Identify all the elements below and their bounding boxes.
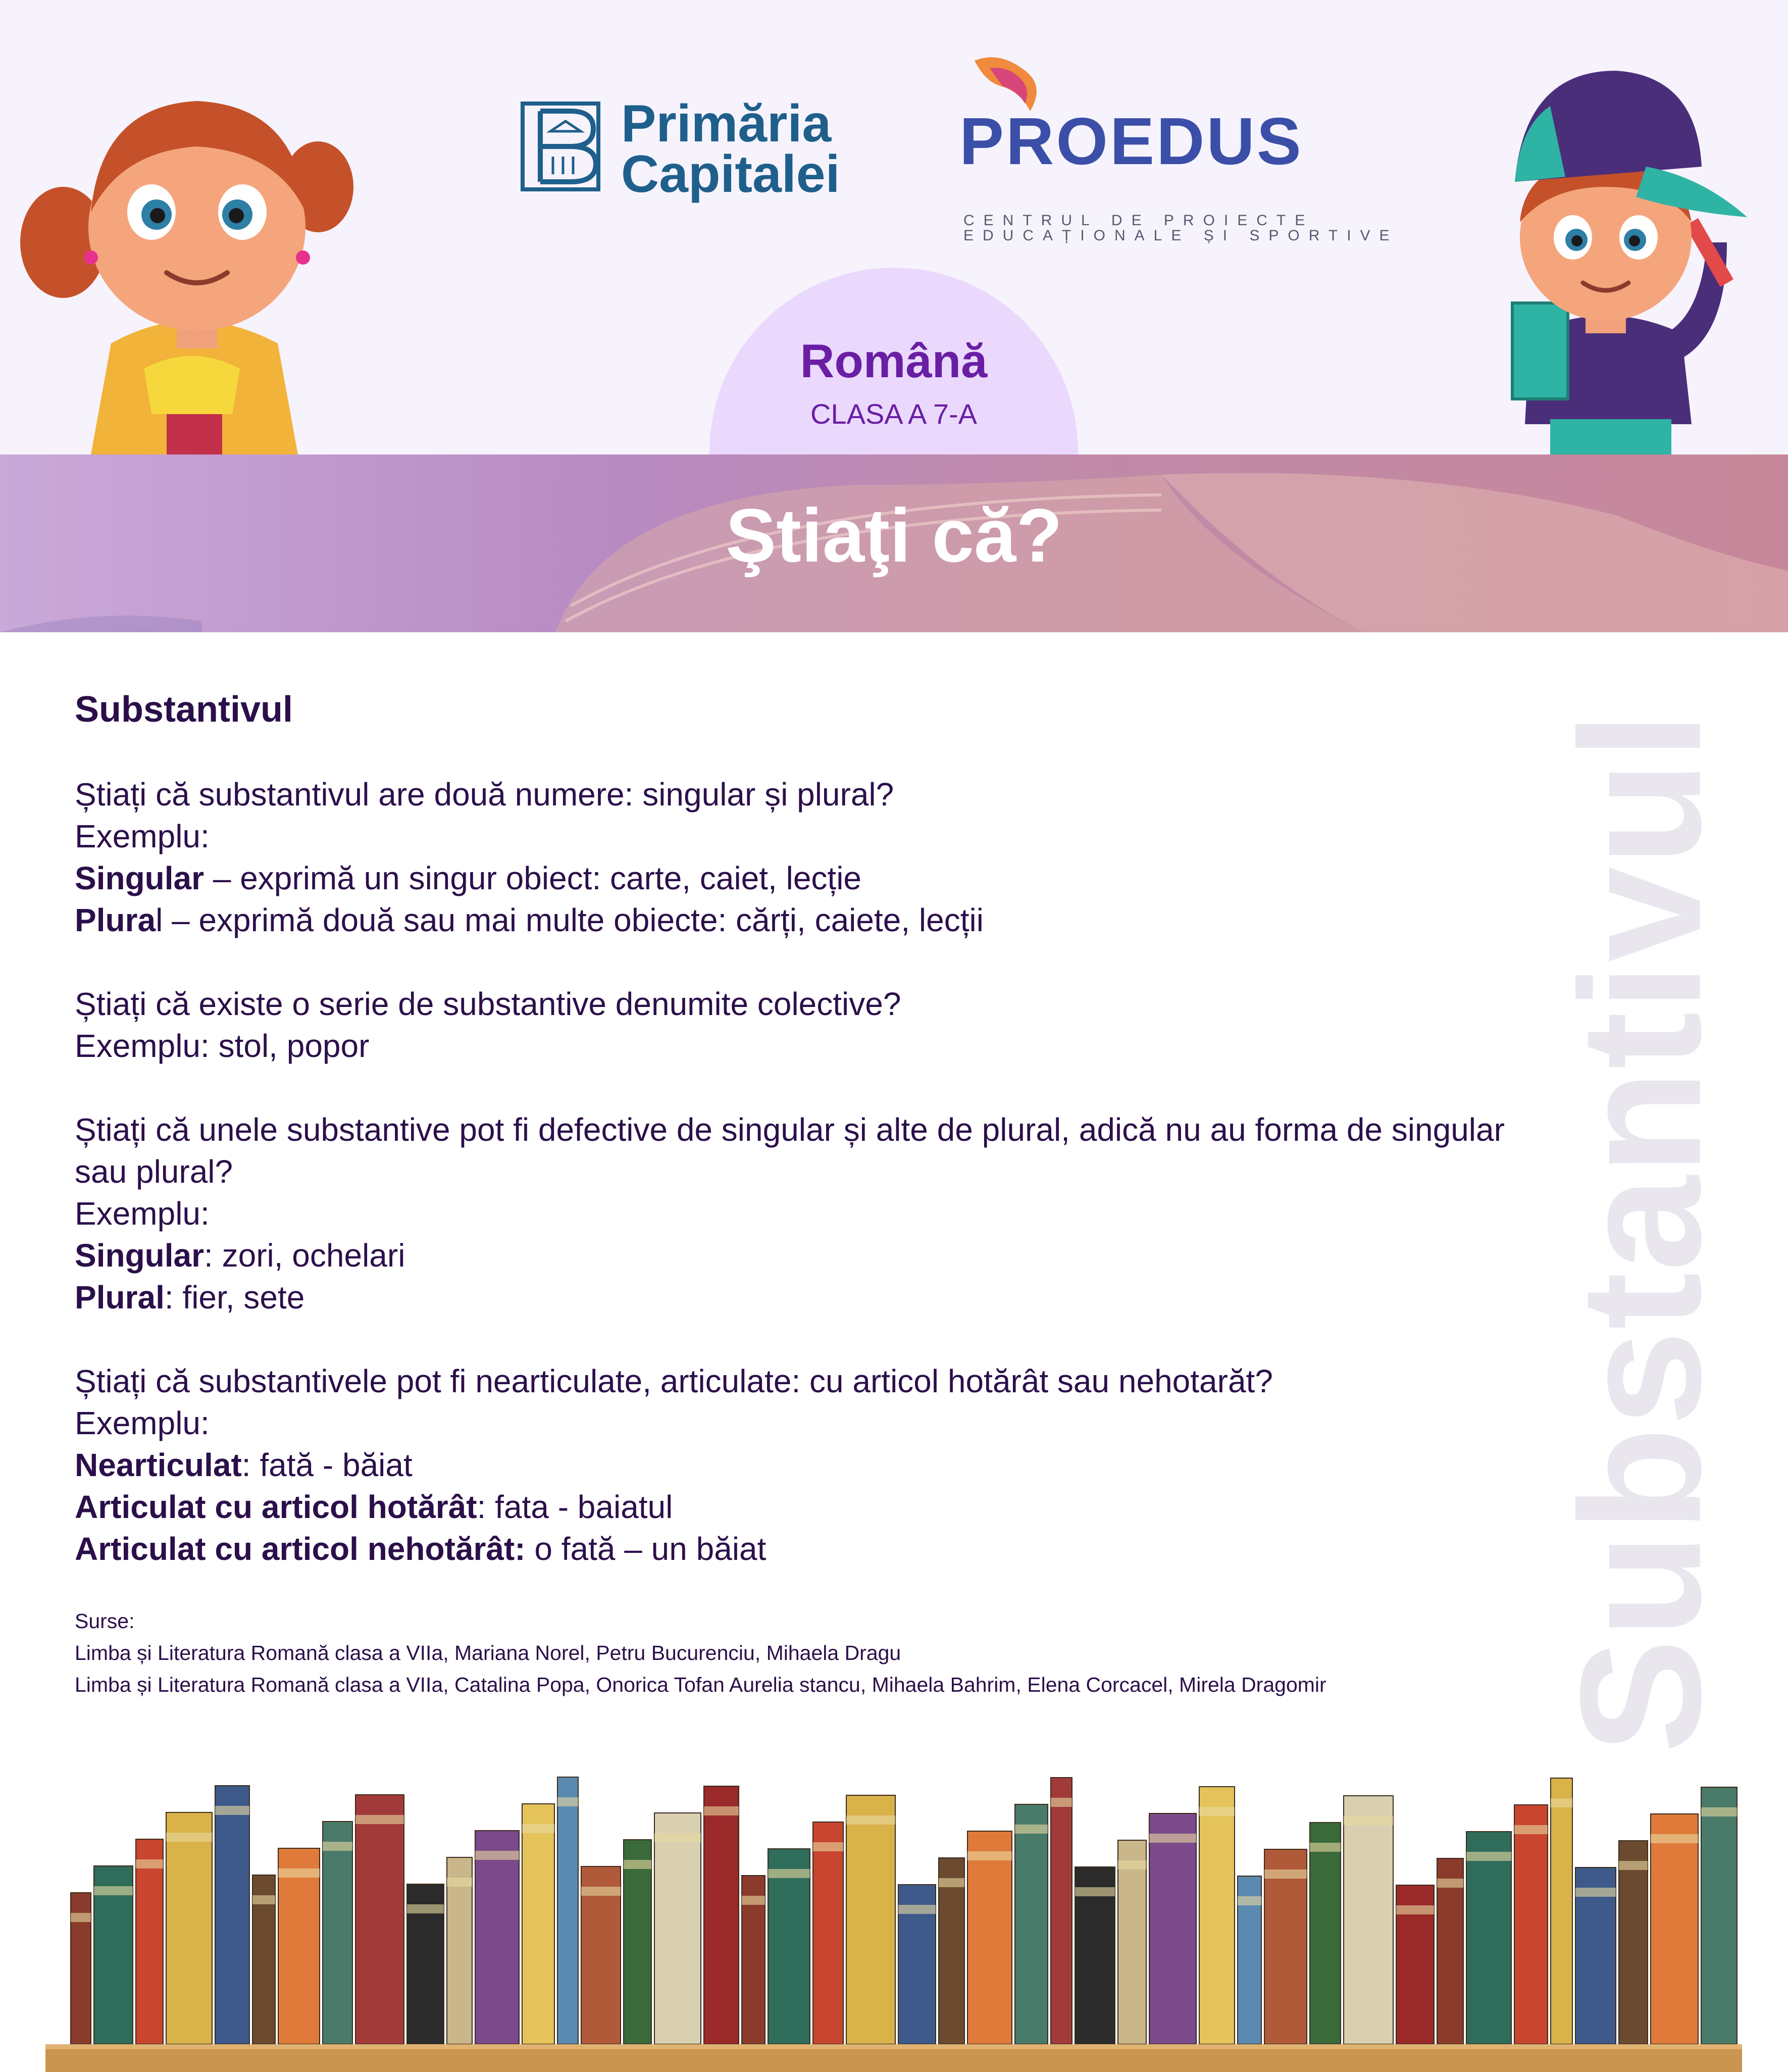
proedus-logo (959, 50, 1399, 244)
paragraph2-example: Exemplu: stol, popor (75, 1028, 370, 1064)
book-spine-band (1344, 1816, 1393, 1825)
book-spine (1619, 1841, 1648, 2044)
book-spine-band (355, 1815, 404, 1824)
vertical-watermark (1545, 687, 1737, 1778)
articol-nehotarat-line (75, 1528, 1519, 1570)
book-spine-band (1149, 1834, 1196, 1843)
book-spine-band (1651, 1834, 1698, 1843)
book-spine-band (654, 1833, 701, 1842)
book-spine-band (1264, 1869, 1307, 1879)
book-spine-band (522, 1824, 554, 1833)
paragraph3-plural-line (75, 1277, 1519, 1319)
book-spine-band (557, 1797, 578, 1806)
class-label: CLASA A 7-A (810, 398, 977, 430)
book-spine-band (323, 1842, 352, 1851)
book-spine (278, 1848, 320, 2044)
book-spine-band (1466, 1852, 1511, 1861)
paragraph3-question: Știați că unele substantive pot fi defective de singular și alte de plural, adică nu au forma de singular sau plural? (75, 1111, 1505, 1190)
paragraph1-singular-line (75, 857, 1519, 899)
nearticulat-line (75, 1444, 1519, 1486)
book-spine (1344, 1796, 1393, 2044)
book-spine (1466, 1832, 1511, 2044)
book-spine-band (581, 1887, 621, 1896)
girl-character-illustration (15, 61, 369, 454)
book-spine (654, 1813, 701, 2044)
nearticulat-examples: : fată - băiat (241, 1447, 413, 1483)
book-spine (1514, 1805, 1548, 2044)
book-spine-band (1514, 1825, 1548, 1834)
primaria-logo-line1: Primăria (621, 94, 832, 153)
paragraph1-question: Știați că substantivul are două numere: singular și plural? (75, 776, 894, 813)
proedus-tagline-line2: EDUCAȚIONALE ȘI SPORTIVE (963, 227, 1399, 244)
book-spine-band (768, 1869, 810, 1878)
subject-title: Română (800, 334, 988, 387)
book-spine-band (252, 1895, 275, 1904)
paragraph2-question: Știați că existe o serie de substantive denumite colective? (75, 986, 901, 1022)
book-spine-band (898, 1905, 936, 1914)
book-spine-band (1437, 1879, 1463, 1888)
book-spine-band (166, 1833, 212, 1842)
book-spine (355, 1795, 404, 2044)
book-spine-band (136, 1859, 163, 1868)
book-spine (624, 1840, 651, 2044)
book-spine-band (1701, 1807, 1737, 1816)
book-spine-band (1238, 1896, 1261, 1905)
sources-label: Surse: (75, 1609, 135, 1633)
book-spine (557, 1777, 578, 2044)
paragraph3-singular-line (75, 1235, 1519, 1277)
book-spine (846, 1795, 895, 2044)
book-spine (1310, 1823, 1341, 2044)
book-spine (215, 1786, 249, 2044)
book-spine (1149, 1813, 1196, 2044)
primaria-building-icon (520, 101, 601, 192)
book-spine (1551, 1778, 1572, 2044)
articol-hotarat-term: Articulat cu articol hotărât (75, 1489, 477, 1525)
singular-term: Singular (75, 860, 205, 896)
bookshelf-illustration (0, 1757, 1788, 2072)
articol-hotarat-examples: : fata - baiatul (477, 1489, 673, 1525)
defective-plural-term: Plural (75, 1279, 165, 1316)
book-spine (1701, 1787, 1737, 2044)
defective-singular-term: Singular (75, 1237, 205, 1274)
defective-singular-examples: : zori, ochelari (204, 1237, 405, 1274)
book-spine-band (1075, 1887, 1115, 1896)
book-spine-band (1619, 1861, 1648, 1870)
paragraph1-example-label: Exemplu: (75, 818, 210, 854)
book-spine (1118, 1840, 1146, 2044)
book-spine (704, 1786, 739, 2044)
paragraph4-question: Știați că substantivele pot fi nearticulate, articulate: cu articol hotărât sau nehotarăt? (75, 1363, 1273, 1399)
book-spine (1015, 1804, 1048, 2044)
book-spine-band (1396, 1905, 1434, 1914)
book-spine-band (475, 1851, 519, 1860)
book-spine (768, 1849, 810, 2044)
book-spine (475, 1831, 519, 2044)
book-spine-band (278, 1868, 320, 1878)
singular-definition: – exprimă un singur obiect: carte, caiet, lecție (204, 860, 861, 896)
book-spine (1651, 1814, 1698, 2044)
book-spine-band (742, 1896, 765, 1905)
book-spine-band (967, 1851, 1012, 1860)
paragraph3-example-label: Exemplu: (75, 1195, 210, 1232)
book-spine (522, 1804, 554, 2044)
proedus-wordmark: PROEDUS (959, 104, 1303, 178)
articol-nehotarat-examples: o fată – un băiat (525, 1531, 767, 1567)
book-spine-band (215, 1806, 249, 1815)
main-content (75, 687, 1519, 1701)
book-spine-band (1310, 1843, 1341, 1852)
book-spine-band (1575, 1888, 1616, 1897)
book-spine (1051, 1778, 1072, 2044)
book-spine-band (1551, 1798, 1572, 1807)
source-item: Limba și Literatura Romană clasa a VIIa, Catalina Popa, Onorica Tofan Aurelia stancu, Mihaela Bahrim, Elena Corcacel, Mirela Dragomir (75, 1673, 1326, 1696)
plural-term: Plura (75, 902, 156, 938)
book-spine-band (846, 1815, 895, 1825)
banner-title: Ştiaţi că? (726, 493, 1062, 578)
book-spine-band (1118, 1860, 1146, 1869)
plural-definition: l – exprimă două sau mai multe obiecte: cărți, caiete, lecții (156, 902, 984, 938)
book-spine-band (71, 1913, 91, 1922)
book-spine-band (624, 1860, 651, 1869)
book-spine (967, 1831, 1012, 2044)
book-spine (136, 1839, 163, 2044)
source-item: Limba și Literatura Romană clasa a VIIa, Mariana Norel, Petru Bucurenciu, Mihaela Dragu (75, 1641, 901, 1664)
book-spine-band (1051, 1798, 1072, 1807)
primaria-logo-line2: Capitalei (621, 145, 840, 204)
proedus-tagline-line1: CENTRUL DE PROIECTE (963, 212, 1314, 229)
book-spine-band (447, 1878, 472, 1887)
book-spine-band (704, 1806, 739, 1815)
book-spine-band (813, 1842, 843, 1851)
book-spine (1199, 1787, 1235, 2044)
articol-hotarat-line (75, 1486, 1519, 1528)
paragraph1-plural-line (75, 899, 1519, 941)
defective-plural-examples: : fier, sete (164, 1279, 305, 1316)
page-header (0, 0, 1788, 454)
book-spine-band (1199, 1807, 1235, 1816)
book-spine (166, 1812, 212, 2044)
book-spine-band (94, 1886, 133, 1895)
vertical-watermark-text: Substantivul (1545, 711, 1737, 1754)
book-spine-band (407, 1904, 444, 1913)
boy-character-illustration (1464, 50, 1757, 454)
book-spine-band (939, 1878, 964, 1887)
nearticulat-term: Nearticulat (75, 1447, 242, 1483)
primaria-capitalei-logo (520, 96, 853, 207)
book-spine (323, 1822, 352, 2044)
book-spine (813, 1822, 843, 2044)
paragraph4-example-label: Exemplu: (75, 1405, 210, 1441)
book-spine-band (1015, 1825, 1048, 1834)
articol-nehotarat-term: Articulat cu articol nehotărât: (75, 1531, 526, 1567)
sources-block (75, 1605, 1519, 1701)
section-title: Substantivul (75, 689, 293, 730)
